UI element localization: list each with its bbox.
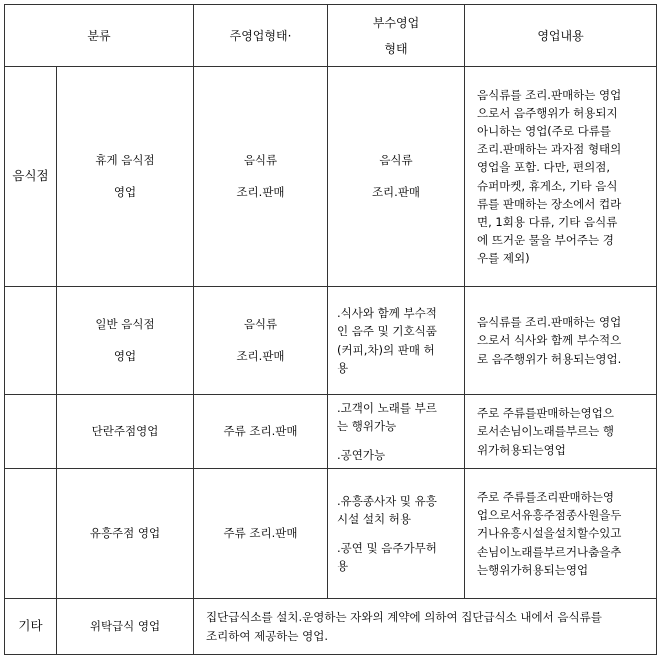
content-line: 업으로서유흥주점종사원을두 [477, 508, 622, 523]
content-line: 위가허용되는영업 [477, 442, 566, 457]
row-name-line2: 영업 [113, 348, 137, 363]
content-line: 음식류를 조리.판매하는 영업 [477, 87, 622, 102]
side-line: 시설 설치 허용 [337, 512, 411, 527]
side-line: 용 [337, 558, 349, 573]
group-spacer [5, 287, 57, 395]
row-name-cell: 유흥주점 영업 [57, 469, 194, 599]
group-label-food: 음식점 [5, 67, 57, 287]
row-main-type-cell [194, 287, 328, 395]
side-line: .고객이 노래를 부르 [337, 401, 437, 416]
row-main-type-cell: 주류 조리.판매 [194, 395, 328, 469]
content-line: 음식류를 조리.판매하는 영업 [477, 315, 622, 330]
table-row [5, 599, 657, 655]
row-content-cell [465, 395, 657, 469]
table-row [5, 469, 657, 599]
row-side-line2: 조리.판매 [371, 184, 421, 199]
row-side-type-cell [328, 67, 465, 287]
header-side-type-line1: 부수영업 [372, 15, 420, 30]
table-header-row [5, 5, 657, 67]
content-line: 주로 주류를판매하는영업으 [477, 406, 614, 421]
content-line: 는행위가허용되는영업 [477, 562, 589, 577]
side-line: 인 음주 및 기호식품 [337, 324, 437, 339]
content-line: 손님이노래를부르거나춤을추 [477, 544, 622, 559]
content-line: 거나유흥시설을설치할수있고 [477, 526, 622, 541]
row-name-cell [57, 287, 194, 395]
row-main-line1: 음식류 [243, 153, 278, 168]
row-main-line1: 음식류 [243, 317, 278, 332]
row-side-type-cell [328, 395, 465, 469]
row-content-cell [194, 599, 657, 655]
row-name-line1: 일반 음식점 [95, 317, 155, 332]
side-line: 용 [337, 360, 349, 375]
table-row [5, 287, 657, 395]
row-content-cell [465, 469, 657, 599]
business-type-table [4, 4, 657, 655]
side-line: (커피,차)의 판매 허 [337, 342, 435, 357]
table-row [5, 395, 657, 469]
row-side-line1: 음식류 [379, 153, 413, 168]
group-label-other: 기타 [5, 599, 57, 655]
group-spacer [5, 469, 57, 599]
content-line: 슈퍼마켓, 휴게소, 기타 음식 [477, 178, 618, 193]
header-side-type [328, 5, 465, 67]
row-name-cell: 위탁급식 영업 [57, 599, 194, 655]
side-line: 는 행위가능 [337, 419, 397, 434]
row-main-type-cell [194, 67, 328, 287]
table-row [5, 67, 657, 287]
row-name-line2: 영업 [113, 184, 137, 199]
content-line: 으로서 식사와 함께 부수적으 [477, 333, 622, 348]
row-side-type-cell [328, 469, 465, 599]
row-content-cell [465, 67, 657, 287]
group-spacer [5, 395, 57, 469]
content-line: 주로 주류를조리판매하는영 [477, 490, 614, 505]
content-line: 로서손님이노래를부르는 행 [477, 424, 614, 439]
row-main-line2: 조리.판매 [236, 184, 285, 199]
row-side-type-cell [328, 287, 465, 395]
content-line: 면, 1회용 다류, 기타 음식류 [477, 214, 618, 229]
content-line: 조리.판매하는 과자점 형태의 [477, 142, 622, 157]
header-main-type: 주영업형태· [194, 5, 328, 67]
row-main-type-cell: 주류 조리.판매 [194, 469, 328, 599]
content-line: 에 뜨거운 물을 부어주는 경 [477, 232, 614, 247]
content-line: 으로서 음주행위가 허용되지 [477, 105, 618, 120]
side-line: .유흥종사자 및 유흥 [337, 494, 437, 509]
side-line: .식사와 함께 부수적 [337, 306, 437, 321]
row-main-line2: 조리.판매 [236, 348, 285, 363]
content-line: 조리하여 제공하는 영업. [206, 628, 329, 643]
row-name-cell [57, 67, 194, 287]
content-line: 집단급식소를 설치.운영하는 자와의 계약에 의하여 집단급식소 내에서 음식류를 [206, 609, 602, 624]
header-content: 영업내용 [465, 5, 657, 67]
content-line: 아니하는 영업(주로 다류를 [477, 124, 611, 139]
side-line: .공연가능 [337, 447, 386, 462]
header-category: 분류 [5, 5, 194, 67]
content-line: 우를 제외) [477, 251, 530, 266]
content-line: 로 음주행위가 허용되는영업. [477, 351, 622, 366]
content-line: 류를 판매하는 장소에서 컵라 [477, 196, 622, 211]
row-name-line1: 휴게 음식점 [95, 153, 155, 168]
content-line: 영업을 포함. 다만, 편의점, [477, 160, 611, 175]
row-name-cell: 단란주점영업 [57, 395, 194, 469]
header-side-type-line2: 형태 [384, 41, 408, 56]
row-content-cell [465, 287, 657, 395]
side-line: .공연 및 음주가무허 [337, 540, 437, 555]
